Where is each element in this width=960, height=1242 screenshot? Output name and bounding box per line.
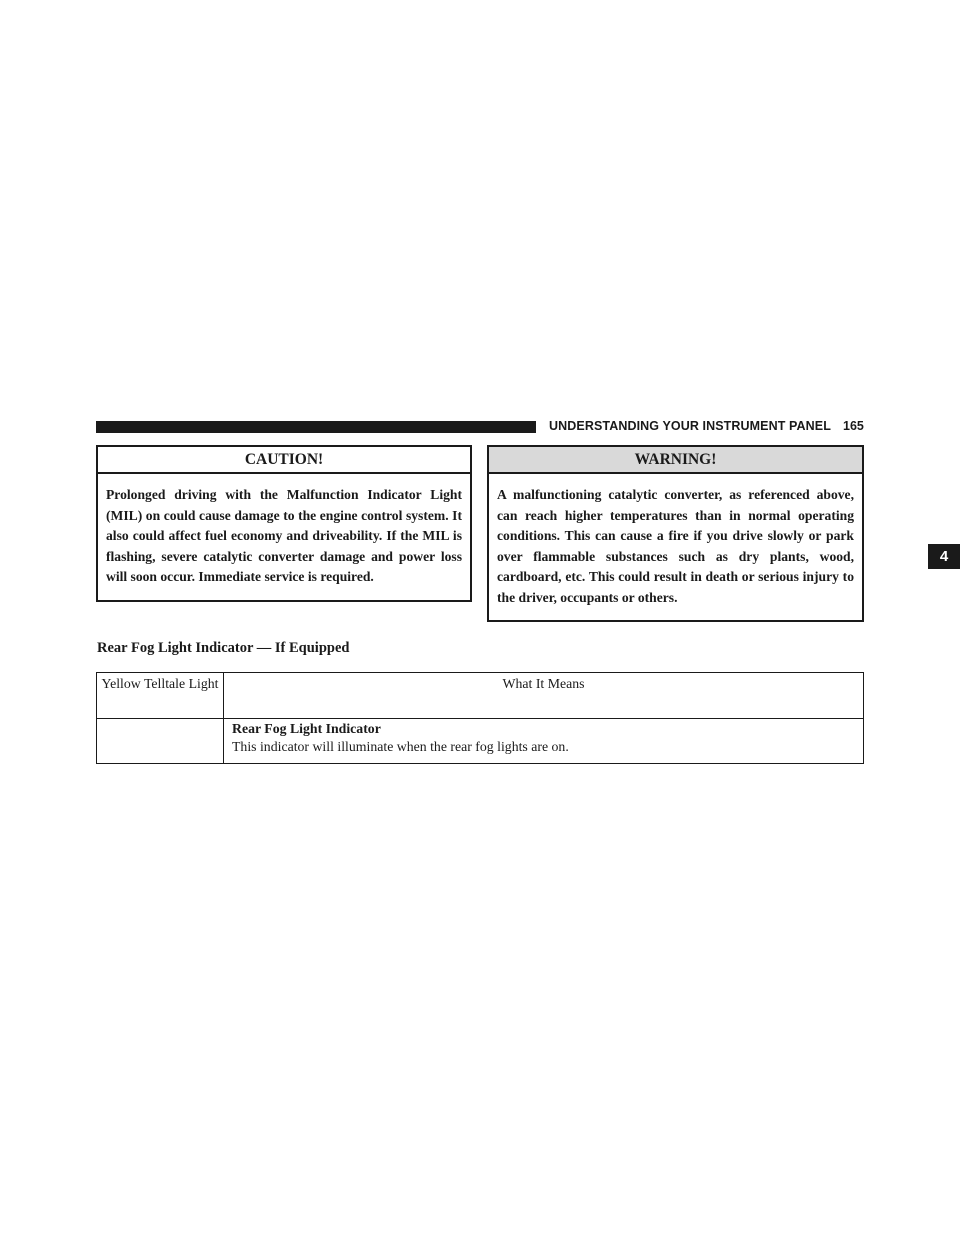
column-header-meaning: What It Means xyxy=(224,673,864,719)
table-row xyxy=(97,719,864,764)
running-header-title: UNDERSTANDING YOUR INSTRUMENT PANEL xyxy=(549,419,831,433)
meaning-cell xyxy=(224,719,864,764)
warning-box xyxy=(487,445,864,622)
indicator-name: Rear Fog Light Indicator xyxy=(232,721,381,736)
column-header-telltale: Yellow Telltale Light xyxy=(97,673,224,719)
telltale-table xyxy=(96,672,864,764)
page-number: 165 xyxy=(843,419,864,433)
indicator-description: This indicator will illuminate when the rear fog lights are on. xyxy=(232,739,569,754)
chapter-tab: 4 xyxy=(928,544,960,569)
caution-text: Prolonged driving with the Malfunction Indicator Light (MIL) on could cause damage to the engine control system. It also could affect fuel economy and driveability. If the MIL is flashing, severe catalytic converter damage and power loss will soon occur. Immediate service is required. xyxy=(106,487,462,584)
caution-title: CAUTION! xyxy=(98,447,470,474)
caution-box xyxy=(96,445,472,602)
warning-text: A malfunctioning catalytic converter, as referenced above, can reach higher temperatures than in normal operating conditions. This can cause a fire if you drive slowly or park over flammable substances such as dry plants, wood, cardboard, etc. This could result in death or serious injury to the driver, occupants or others. xyxy=(497,487,854,605)
warning-title: WARNING! xyxy=(489,447,862,474)
telltale-light-cell xyxy=(97,719,224,764)
section-heading: Rear Fog Light Indicator — If Equipped xyxy=(97,640,350,656)
table-header-row xyxy=(97,673,864,719)
header-rule-bar xyxy=(96,421,536,433)
